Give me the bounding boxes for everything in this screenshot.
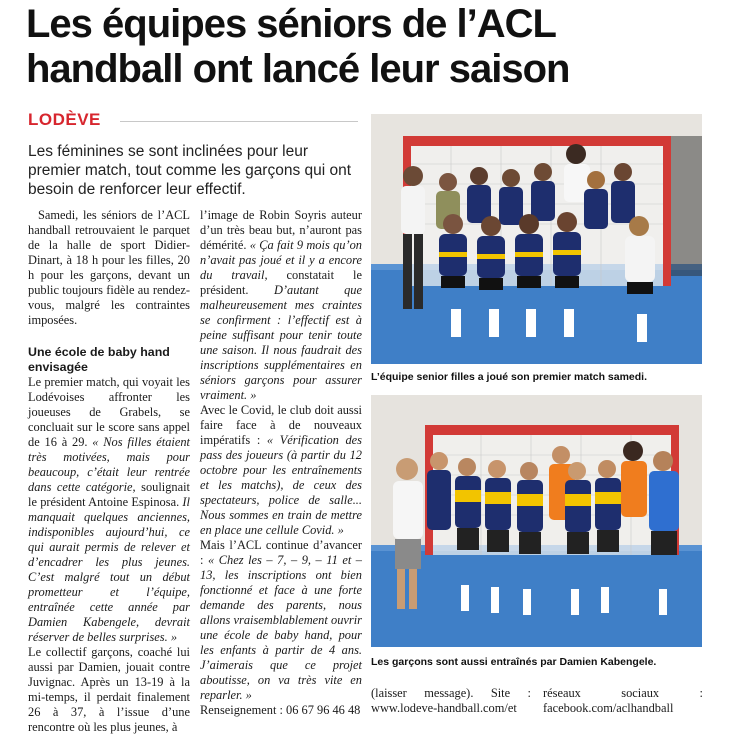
section-kicker: LODÈVE bbox=[28, 110, 101, 129]
col2-p1-quote-2: D’autant que malheureusement mes craintes se confirment : l’effectif est à peine suffisant pour tenir toute une saison. Il nous faudrait des inscriptions supplémentaires en séniors garçons pour assurer vraiment. » bbox=[200, 283, 362, 402]
col2-paragraph-1 bbox=[200, 208, 362, 403]
col1-p2-quote-2: Il manquait quelques anciennes, indisponibles aujourd’hui, ce qui aurait permis de relever et d’encadrer les plus jeunes. C’est malgré tout un début prometteur et l’équipe, entraînée cette année par Damien Kabengele, devrait réserver de belles surprises. » bbox=[28, 495, 190, 644]
women-team-illustration bbox=[371, 114, 702, 364]
photo-women-team bbox=[371, 114, 702, 364]
photo-men-team bbox=[371, 395, 702, 647]
headline-line-1: Les équipes séniors de l’ACL bbox=[26, 2, 556, 46]
lead-paragraph: Les féminines se sont inclinées pour leur premier match, tout comme les garçons qui ont besoin de renforcer leur effectif. bbox=[28, 143, 352, 198]
col1-paragraph-2 bbox=[28, 375, 190, 645]
kicker-rule bbox=[120, 121, 358, 122]
col2-p2-text-a: Avec le Covid, le club doit aussi faire face à de nouveaux impératifs : bbox=[200, 403, 362, 447]
col2-p3-text-a: Mais l’ACL continue d’avancer : bbox=[200, 538, 362, 567]
col1-paragraph-1: Samedi, les séniors de l’ACL handball retrouvaient le parquet de la halle de sport Didier-Dinart, à 18 h pour les filles, 20 h pour les garçons, devant un public toujours fidèle au rendez-vous, malgré les contraintes imposées. bbox=[28, 208, 190, 327]
col2-p1-quote: « Ça fait 9 mois qu’on n’avait pas joué et il y a encore du travail, bbox=[200, 238, 362, 282]
col1-paragraph-3: Le collectif garçons, coaché lui aussi par Damien, jouait contre Juvignac. Après un 13-19 à la mi-temps, il perdait finalement 26 à 37, à l’issue d’une rencontre où les plus jeunes, à bbox=[28, 645, 190, 734]
subheading: Une école de baby hand envisagée bbox=[28, 345, 170, 374]
col1-p2-text-a: Le premier match, qui voyait les Lodévoises affronter les joueuses de Grabels, se concluait sur le score sans appel de 16 à 29. bbox=[28, 375, 190, 449]
col2-p1-text-a: l’image de Robin Soyris auteur d’un très beau but, n’auront pas démérité. bbox=[200, 208, 362, 252]
headline bbox=[26, 2, 716, 92]
col1-p2-text-b: soulignait le président Antoine Espinosa. bbox=[28, 480, 190, 509]
body-column-1 bbox=[28, 208, 190, 735]
men-team-illustration bbox=[371, 395, 702, 647]
caption-men-team: Les garçons sont aussi entraînés par Damien Kabengele. bbox=[371, 656, 657, 668]
footer-contact-right: réseaux sociaux : facebook.com/aclhandball bbox=[543, 686, 703, 715]
footer-contact-left: (laisser message). Site : www.lodeve-handball.com/et bbox=[371, 686, 531, 715]
col2-p3-quote: « Chez les – 7, – 9, – 11 et – 13, les inscriptions ont bien fonctionné et face à une forte demande des parents, nous allons vraisemblablement ouvrir une école de baby hand, pour les enfants à partir de 4 ans. J’aimerais que ce projet aboutisse, on va très vite en reparler. » bbox=[200, 553, 362, 702]
col2-p1-text-b: constatait le président. bbox=[200, 268, 362, 297]
col2-contact: Renseignement : 06 67 96 46 48 bbox=[200, 703, 361, 717]
body-column-2 bbox=[200, 208, 362, 718]
caption-women-team: L’équipe senior filles a joué son premier match samedi. bbox=[371, 371, 648, 383]
col2-paragraph-3 bbox=[200, 538, 362, 703]
headline-line-2: handball ont lancé leur saison bbox=[26, 47, 570, 91]
col2-paragraph-2 bbox=[200, 403, 362, 538]
col2-p2-quote: « Vérification des pass des joueurs (à partir du 12 octobre pour les entraînements et les matchs), de ceux des spectateurs, police de salle... Nous sommes en train de mettre en place une cellule Covid. » bbox=[200, 433, 362, 537]
col1-p2-quote: « Nos filles étaient très motivées, mais pour beaucoup, c’était leur rentrée dans cette catégorie, bbox=[28, 435, 190, 494]
